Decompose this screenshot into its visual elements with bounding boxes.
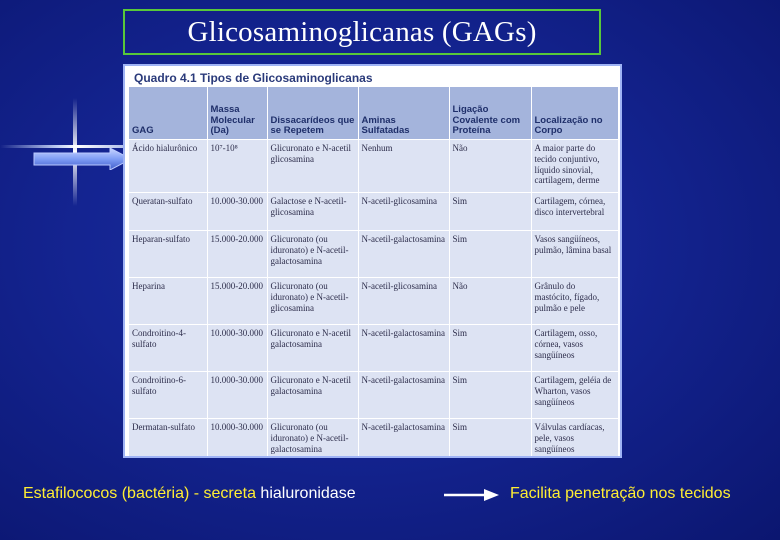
cell-mass: 10.000-30.000 <box>207 325 267 372</box>
table-row <box>129 419 618 459</box>
cell-covalent: Sim <box>449 231 531 278</box>
cell-gag: Ácido hialurônico <box>129 140 207 193</box>
header-molecular-mass: Massa Molecular (Da) <box>207 87 267 140</box>
table-row <box>129 372 618 419</box>
table-row <box>129 193 618 231</box>
footer-left-text <box>23 485 356 503</box>
cell-disaccharides: Glicuronato e N-acetil glicosamina <box>267 140 358 193</box>
gag-table-figure <box>123 64 622 458</box>
cell-disaccharides: Glicuronato (ou iduronato) e N-acetil-galactosamina <box>267 419 358 459</box>
table-row <box>129 278 618 325</box>
cell-location: Cartilagem, osso, córnea, vasos sangüíneos <box>531 325 618 372</box>
cell-gag: Dermatan-sulfato <box>129 419 207 459</box>
cell-location: Válvulas cardíacas, pele, vasos sangüíneos <box>531 419 618 459</box>
header-gag: GAG <box>129 87 207 140</box>
table-row <box>129 325 618 372</box>
footer-right-text: Facilita penetração nos tecidos <box>510 485 731 502</box>
cell-covalent: Não <box>449 278 531 325</box>
table-caption: Quadro 4.1 Tipos de Glicosaminoglicanas <box>134 71 373 85</box>
cell-mass: 10.000-30.000 <box>207 419 267 459</box>
cell-gag: Queratan-sulfato <box>129 193 207 231</box>
cell-amines: N-acetil-glicosamina <box>358 193 449 231</box>
cell-gag: Heparina <box>129 278 207 325</box>
header-covalent-link: Ligação Covalente com Proteína <box>449 87 531 140</box>
table-row <box>129 140 618 193</box>
cell-covalent: Sim <box>449 419 531 459</box>
cell-covalent: Sim <box>449 193 531 231</box>
table-row <box>129 231 618 278</box>
cell-mass: 15.000-20.000 <box>207 231 267 278</box>
cell-disaccharides: Galactose e N-acetil-glicosamina <box>267 193 358 231</box>
cell-covalent: Sim <box>449 325 531 372</box>
slide-title: Glicosaminoglicanas (GAGs) <box>187 15 537 48</box>
footer-left-part2: hialuronidase <box>260 485 356 502</box>
cell-gag: Condroitino-4-sulfato <box>129 325 207 372</box>
cell-amines: N-acetil-galactosamina <box>358 231 449 278</box>
cell-location: A maior parte do tecido conjuntivo, líquido sinovial, cartilagem, derme <box>531 140 618 193</box>
cell-disaccharides: Glicuronato (ou iduronato) e N-acetil-galactosamina <box>267 231 358 278</box>
cell-covalent: Sim <box>449 372 531 419</box>
cell-amines: N-acetil-galactosamina <box>358 372 449 419</box>
gag-table <box>129 87 619 458</box>
cell-location: Cartilagem, geléia de Wharton, vasos sangüíneos <box>531 372 618 419</box>
table-header-row <box>129 87 618 140</box>
cell-mass: 10.000-30.000 <box>207 193 267 231</box>
cell-mass: 15.000-20.000 <box>207 278 267 325</box>
right-arrow-icon <box>32 148 132 170</box>
cell-gag: Condroitino-6-sulfato <box>129 372 207 419</box>
cell-amines: N-acetil-galactosamina <box>358 325 449 372</box>
cell-amines: N-acetil-glicosamina <box>358 278 449 325</box>
cell-location: Cartilagem, córnea, disco intervertebral <box>531 193 618 231</box>
cell-disaccharides: Glicuronato (ou iduronato) e N-acetil-glicosamina <box>267 278 358 325</box>
cell-amines: N-acetil-galactosamina <box>358 419 449 459</box>
cell-mass: 10⁷-10⁸ <box>207 140 267 193</box>
title-box <box>123 9 601 55</box>
header-disaccharides: Dissacarídeos que se Repetem <box>267 87 358 140</box>
cell-gag: Heparan-sulfato <box>129 231 207 278</box>
header-sulfated-amines: Aminas Sulfatadas <box>358 87 449 140</box>
footer-left-part1: Estafilococos (bactéria) - secreta <box>23 485 261 502</box>
cell-mass: 10.000-30.000 <box>207 372 267 419</box>
cell-disaccharides: Glicuronato e N-acetil galactosamina <box>267 372 358 419</box>
long-right-arrow-icon <box>442 486 500 504</box>
cell-disaccharides: Glicuronato e N-acetil galactosamina <box>267 325 358 372</box>
header-location: Localização no Corpo <box>531 87 618 140</box>
cell-amines: Nenhum <box>358 140 449 193</box>
cell-covalent: Não <box>449 140 531 193</box>
cell-location: Grânulo do mastócito, fígado, pulmão e pele <box>531 278 618 325</box>
cell-location: Vasos sangüíneos, pulmão, lâmina basal <box>531 231 618 278</box>
